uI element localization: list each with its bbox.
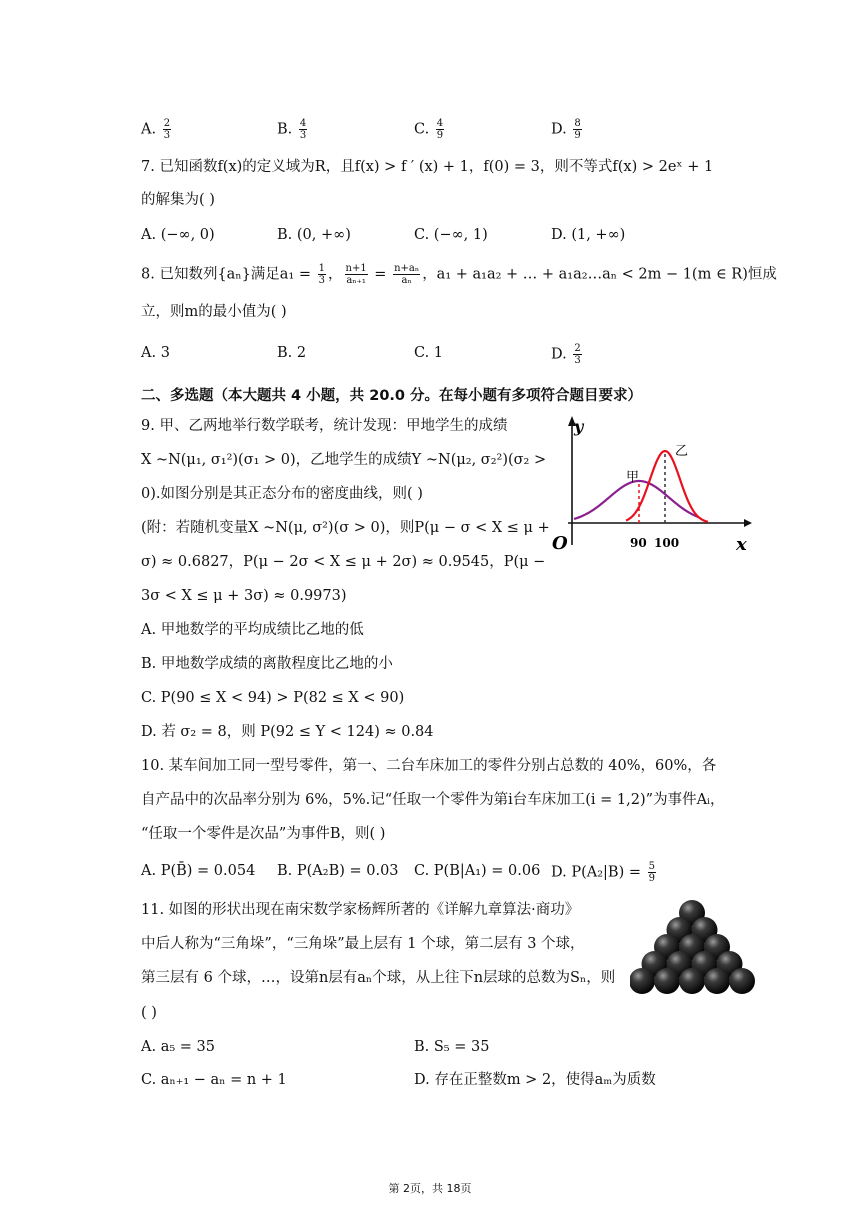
q11-option-c: C. aₙ₊₁ − aₙ = n + 1 <box>141 1072 287 1088</box>
option-label: A. <box>141 121 157 138</box>
origin-label: O <box>552 533 568 554</box>
tick-label-100: 100 <box>654 536 680 550</box>
q8-option-c: C. 1 <box>414 345 444 361</box>
q8-option-b: B. 2 <box>277 345 307 361</box>
q9-stem-line: (附：若随机变量X ~N(μ, σ²)(σ > 0)，则P(μ − σ < X ≤ μ + <box>141 520 550 536</box>
ball <box>704 968 730 994</box>
q9-option-b: B. 甲地数学成绩的离散程度比乙地的小 <box>141 656 393 672</box>
y-label: y <box>574 417 584 436</box>
fraction: $\frac{2}{3}$ <box>163 118 171 141</box>
fraction: $\frac{2}{3}$ <box>574 343 581 366</box>
option-label: C. <box>414 121 430 138</box>
q8-option-d: D. $\frac{2}{3}$ <box>551 343 581 366</box>
q6-option-c <box>414 118 446 141</box>
q9-stem-line: 3σ < X ≤ μ + 3σ) ≈ 0.9973) <box>141 588 347 604</box>
q9-option-a: A. 甲地数学的平均成绩比乙地的低 <box>141 622 364 638</box>
q10-option-d: D. P(A₂|B) = $\frac{5}{9}$ <box>551 861 655 884</box>
ball <box>630 968 655 994</box>
q9-stem-line: 9. 甲、乙两地举行数学联考，统计发现：甲地学生的成绩 <box>141 418 508 434</box>
q8-stem-line2: 立，则m的最小值为( ) <box>141 304 287 320</box>
q11-stem-line: 第三层有 6 个球，…，设第n层有aₙ个球，从上往下n层球的总数为Sₙ，则 <box>141 970 616 986</box>
q7-option-b: B. (0, +∞) <box>277 227 351 243</box>
q11-stem-line: 中后人称为“三角垛”，“三角垛”最上层有 1 个球，第二层有 3 个球， <box>141 936 585 952</box>
fraction: $\frac{\text{n+aₙ}}{\text{aₙ}}$ <box>394 263 420 286</box>
fraction: $\frac{5}{9}$ <box>648 861 655 884</box>
q8-stem-line1: 8. 已知数列{aₙ}满足a₁ = $\frac{1}{3}$ ， $\frac{n+1}{\text{aₙ₊₁}}$ = $\frac{\text{n+aₙ}}{\text{aₙ}}$ ，a₁ + a₁a₂ + … + a₁a₂…aₙ < 2m − 1(m ∈ R)恒成 <box>141 263 777 286</box>
q10-stem-line2: 自产品中的次品率分别为 6%，5%.记“任取一个零件为第i台车床加工(i = 1,2)”为事件Aᵢ， <box>141 792 725 808</box>
q6-option-b <box>277 118 309 141</box>
ball <box>679 968 705 994</box>
option-label: B. <box>277 121 293 138</box>
q11-stem-line: ( ) <box>141 1005 157 1021</box>
q7-stem-line1: 7. 已知函数f(x)的定义域为R，且f(x) > f ′ (x) + 1，f(0) = 3，则不等式f(x) > 2eˣ + 1 <box>141 159 714 175</box>
q8-option-a: A. 3 <box>141 345 170 361</box>
triangular-ball-stack-image <box>630 895 755 1005</box>
ball <box>654 968 680 994</box>
q11-option-d: D. 存在正整数m > 2，使得aₘ为质数 <box>414 1072 656 1088</box>
q11-option-b: B. S₅ = 35 <box>414 1039 490 1055</box>
curve-label-yi: 乙 <box>675 444 689 459</box>
tick-label-90: 90 <box>630 536 647 550</box>
x-axis-arrow <box>744 519 752 527</box>
q11-stem-line: 11. 如图的形状出现在南宋数学家杨辉所著的《详解九章算法·商功》 <box>141 902 580 918</box>
curve-label-jia: 甲 <box>626 470 640 485</box>
q10-option-c: C. P(B|A₁) = 0.06 <box>414 863 541 879</box>
section-heading: 二、多选题（本大题共 4 小题，共 20.0 分。在每小题有多项符合题目要求） <box>141 388 643 404</box>
fraction: $\frac{8}{9}$ <box>574 118 581 141</box>
normal-distribution-figure <box>548 410 758 555</box>
q9-option-d: D. 若 σ₂ = 8，则 P(92 ≤ Y < 124) ≈ 0.84 <box>141 724 434 740</box>
ball <box>729 968 755 994</box>
q7-option-a: A. (−∞, 0) <box>141 227 215 243</box>
fraction: $\frac{4}{9}$ <box>436 118 444 141</box>
q7-option-d: D. (1, +∞) <box>551 227 626 243</box>
q10-stem-line3: “任取一个零件是次品”为事件B，则( ) <box>141 826 386 842</box>
q11-option-a: A. a₅ = 35 <box>141 1039 215 1055</box>
q10-stem-line1: 10. 某车间加工同一型号零件，第一、二台车床加工的零件分别占总数的 40%，60%，各 <box>141 758 717 774</box>
q9-stem-line: X ~N(μ₁, σ₁²)(σ₁ > 0)，乙地学生的成绩Y ~N(μ₂, σ₂²)(σ₂ > <box>141 452 547 468</box>
q10-option-a: A. P(B̄) = 0.054 <box>141 863 256 879</box>
q9-option-c: C. P(90 ≤ X < 94) > P(82 ≤ X < 90) <box>141 690 405 706</box>
fraction: $\frac{1}{3}$ <box>318 263 326 286</box>
x-label: x <box>736 534 747 555</box>
q6-option-d <box>551 118 584 141</box>
q7-option-c: C. (−∞, 1) <box>414 227 488 243</box>
q6-option-a <box>141 118 173 141</box>
fraction: $\frac{4}{3}$ <box>299 118 307 141</box>
page-footer: 第 2页，共 18页 <box>388 1182 472 1195</box>
fraction: $\frac{n+1}{\text{aₙ₊₁}}$ <box>345 263 367 286</box>
option-label: D. <box>551 121 567 138</box>
q7-stem-line2: 的解集为( ) <box>141 192 215 208</box>
q9-stem-line: σ) ≈ 0.6827，P(μ − 2σ < X ≤ μ + 2σ) ≈ 0.9545，P(μ − <box>141 554 546 570</box>
q9-stem-line: 0).如图分别是其正态分布的密度曲线，则( ) <box>141 486 423 502</box>
q10-option-b: B. P(A₂B) = 0.03 <box>277 863 399 879</box>
